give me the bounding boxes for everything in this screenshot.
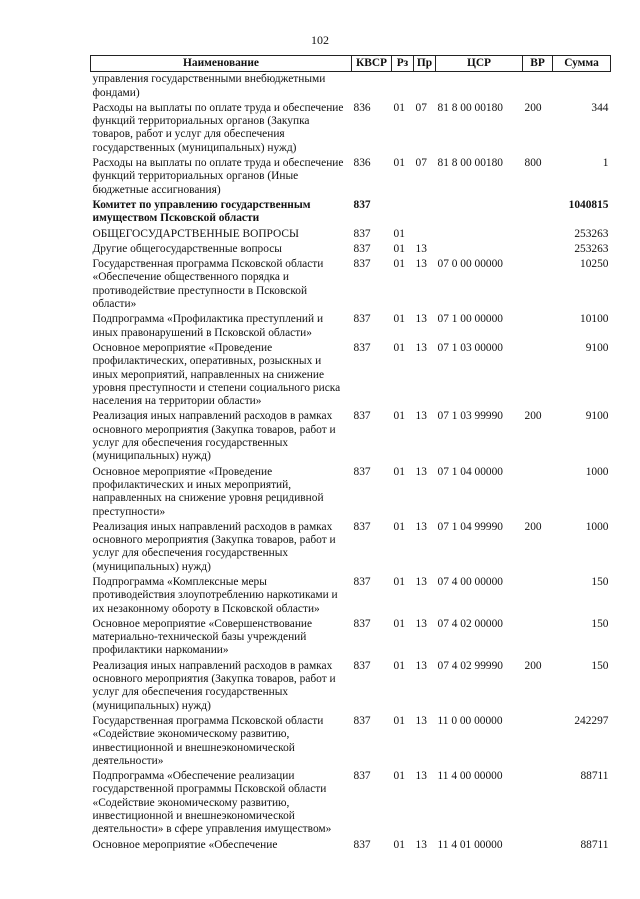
cell-rz: 01 <box>393 410 405 423</box>
cell-rz: 01 <box>393 520 405 533</box>
budget-table <box>90 55 611 853</box>
cell-rz <box>392 72 414 101</box>
cell-kvsr: 837 <box>353 714 371 727</box>
table-row <box>91 659 611 714</box>
cell-vr: 200 <box>524 101 542 114</box>
cell-name: управления государственными внебюджетными фондами) <box>92 73 326 99</box>
cell-vr <box>523 227 553 242</box>
table-row <box>91 520 611 575</box>
cell-name: Основное мероприятие «Совершенствование материально-технической базы учреждений профилактики наркомании» <box>92 617 313 657</box>
page-number: 102 <box>311 33 329 47</box>
cell-kvsr: 837 <box>353 770 371 783</box>
cell-vr: 200 <box>524 520 542 533</box>
cell-csr <box>436 72 523 101</box>
cell-sum: 150 <box>591 575 609 588</box>
header-csr: ЦСР <box>436 56 523 72</box>
cell-name: Подпрограмма «Комплексные меры противодействия злоупотреблению наркотиками и их незаконному обороту в Псковской области» <box>92 575 338 615</box>
cell-kvsr: 837 <box>353 258 371 271</box>
cell-pr: 13 <box>415 575 427 588</box>
cell-name: Государственная программа Псковской области «Содействие экономическому развитию, инвестиционной и внешнеэкономической деятельности» <box>92 714 324 767</box>
cell-csr <box>436 198 523 227</box>
cell-pr: 07 <box>415 157 427 170</box>
cell-sum: 10250 <box>580 258 609 271</box>
cell-kvsr: 837 <box>353 227 371 240</box>
cell-pr: 13 <box>415 770 427 783</box>
cell-name: Другие общегосударственные вопросы <box>92 242 282 255</box>
cell-rz: 01 <box>393 157 405 170</box>
header-name: Наименование <box>91 56 352 72</box>
table-row <box>91 575 611 617</box>
cell-pr: 13 <box>415 258 427 271</box>
cell-pr: 13 <box>415 313 427 326</box>
cell-sum: 253263 <box>574 242 609 255</box>
cell-pr: 13 <box>415 520 427 533</box>
cell-name: Комитет по управлению государственным имуществом Псковской области <box>92 198 311 225</box>
cell-vr <box>523 769 553 837</box>
cell-name: Расходы на выплаты по оплате труда и обеспечение функций территориальных органов (Закупка товаров, работ и услуг для обеспечения государственных (муниципальных) нужд) <box>92 101 344 154</box>
cell-kvsr: 837 <box>353 242 371 255</box>
cell-kvsr: 837 <box>353 575 371 588</box>
cell-sum: 88711 <box>580 770 609 783</box>
table-row <box>91 312 611 341</box>
cell-csr: 07 1 03 99990 <box>437 410 503 423</box>
cell-csr: 07 1 04 00000 <box>437 465 503 478</box>
cell-sum: 1000 <box>585 465 609 478</box>
cell-csr: 81 8 00 00180 <box>437 101 503 114</box>
cell-vr <box>523 72 553 101</box>
cell-name: Реализация иных направлений расходов в рамках основного мероприятия (Закупка товаров, работ и услуг для обеспечения государственных (муниципальных) нужд) <box>92 520 336 573</box>
cell-csr <box>436 227 523 242</box>
cell-kvsr: 837 <box>353 520 371 533</box>
header-kvsr: КВСР <box>352 56 392 72</box>
table-row <box>91 242 611 257</box>
cell-vr <box>523 242 553 257</box>
cell-kvsr: 837 <box>353 198 371 211</box>
cell-vr <box>523 838 553 853</box>
cell-pr <box>414 198 436 227</box>
table-row <box>91 838 611 853</box>
cell-sum: 1000 <box>585 520 609 533</box>
cell-vr <box>523 465 553 520</box>
cell-pr: 07 <box>415 101 427 114</box>
cell-sum: 242297 <box>574 714 609 727</box>
header-row <box>91 56 611 72</box>
cell-pr <box>414 72 436 101</box>
cell-sum: 1 <box>602 157 609 170</box>
cell-vr <box>523 198 553 227</box>
cell-vr: 200 <box>524 659 542 672</box>
cell-rz: 01 <box>393 101 405 114</box>
cell-csr: 11 4 00 00000 <box>437 770 503 783</box>
cell-csr: 11 4 01 00000 <box>437 838 503 851</box>
cell-sum: 88711 <box>580 838 609 851</box>
cell-kvsr: 836 <box>353 157 371 170</box>
cell-csr: 07 1 04 99990 <box>437 520 503 533</box>
cell-rz: 01 <box>393 770 405 783</box>
cell-kvsr: 837 <box>353 341 371 354</box>
cell-vr <box>523 575 553 617</box>
cell-rz: 01 <box>393 465 405 478</box>
cell-sum: 9100 <box>585 341 609 354</box>
table-row <box>91 257 611 312</box>
table-row <box>91 714 611 769</box>
cell-rz: 01 <box>393 258 405 271</box>
cell-rz: 01 <box>393 617 405 630</box>
table-row <box>91 198 611 227</box>
cell-vr <box>523 714 553 769</box>
cell-kvsr: 837 <box>353 838 371 851</box>
cell-pr: 13 <box>415 465 427 478</box>
table-row <box>91 156 611 198</box>
cell-kvsr <box>352 72 392 101</box>
cell-pr: 13 <box>415 242 427 255</box>
header-pr: Пр <box>414 56 436 72</box>
cell-vr <box>523 257 553 312</box>
header-rz: Рз <box>392 56 414 72</box>
table-row <box>91 341 611 409</box>
cell-rz: 01 <box>393 838 405 851</box>
table-header <box>91 56 611 72</box>
cell-rz: 01 <box>393 659 405 672</box>
cell-kvsr: 837 <box>353 313 371 326</box>
cell-csr: 07 4 02 99990 <box>437 659 503 672</box>
cell-vr: 800 <box>524 157 542 170</box>
cell-csr <box>436 242 523 257</box>
cell-pr: 13 <box>415 714 427 727</box>
table-row <box>91 72 611 101</box>
cell-name: Государственная программа Псковской области «Обеспечение общественного порядка и противодействие преступности в Псковской области» <box>92 258 324 311</box>
cell-csr: 81 8 00 00180 <box>437 157 503 170</box>
cell-name: Основное мероприятие «Проведение профилактических и иных мероприятий, направленных на снижение уровня рецидивной преступности» <box>92 465 324 518</box>
cell-name: ОБЩЕГОСУДАРСТВЕННЫЕ ВОПРОСЫ <box>92 227 299 240</box>
cell-vr: 200 <box>524 410 542 423</box>
cell-csr: 11 0 00 00000 <box>437 714 503 727</box>
cell-rz: 01 <box>393 575 405 588</box>
cell-sum: 253263 <box>574 227 609 240</box>
cell-pr: 13 <box>415 341 427 354</box>
cell-rz <box>392 198 414 227</box>
cell-vr <box>523 617 553 659</box>
cell-sum: 10100 <box>580 313 609 326</box>
cell-kvsr: 837 <box>353 659 371 672</box>
cell-name: Реализация иных направлений расходов в рамках основного мероприятия (Закупка товаров, работ и услуг для обеспечения государственных (муниципальных) нужд) <box>92 410 336 463</box>
table-row <box>91 409 611 464</box>
cell-rz: 01 <box>393 341 405 354</box>
table-row <box>91 101 611 156</box>
cell-pr: 13 <box>415 410 427 423</box>
cell-sum: 9100 <box>585 410 609 423</box>
cell-name: Подпрограмма «Профилактика преступлений и иных правонарушений в Псковской области» <box>92 313 324 339</box>
cell-name: Подпрограмма «Обеспечение реализации государственной программы Псковской области «Содействие экономическому развитию, инвестиционной и внешнеэкономической деятельности» в сфере управления имуществом» <box>92 770 332 836</box>
cell-kvsr: 836 <box>353 101 371 114</box>
cell-rz: 01 <box>393 313 405 326</box>
cell-name: Основное мероприятие «Обеспечение <box>92 838 278 851</box>
cell-name: Реализация иных направлений расходов в рамках основного мероприятия (Закупка товаров, работ и услуг для обеспечения государственных (муниципальных) нужд) <box>92 659 336 712</box>
cell-csr: 07 1 00 00000 <box>437 313 503 326</box>
table-body <box>91 72 611 853</box>
cell-kvsr: 837 <box>353 465 371 478</box>
cell-name: Расходы на выплаты по оплате труда и обеспечение функций территориальных органов (Иные бюджетные ассигнования) <box>92 157 344 196</box>
cell-sum <box>553 72 611 101</box>
cell-csr: 07 0 00 00000 <box>437 258 503 271</box>
cell-csr: 07 4 00 00000 <box>437 575 503 588</box>
cell-name: Основное мероприятие «Проведение профилактических, оперативных, розыскных и иных мероприятий, направленных на снижение уровня преступности и степени социального риска населения на территории области» <box>92 341 341 408</box>
table-row <box>91 617 611 659</box>
cell-csr: 07 1 03 00000 <box>437 341 503 354</box>
cell-pr <box>414 227 436 242</box>
cell-sum: 150 <box>591 617 609 630</box>
cell-vr <box>523 312 553 341</box>
table-row <box>91 769 611 837</box>
cell-sum: 150 <box>591 659 609 672</box>
cell-vr <box>523 341 553 409</box>
cell-pr: 13 <box>415 659 427 672</box>
cell-rz: 01 <box>393 227 405 240</box>
cell-rz: 01 <box>393 714 405 727</box>
header-sum: Сумма <box>553 56 611 72</box>
cell-kvsr: 837 <box>353 410 371 423</box>
cell-kvsr: 837 <box>353 617 371 630</box>
table-row <box>91 227 611 242</box>
cell-csr: 07 4 02 00000 <box>437 617 503 630</box>
cell-pr: 13 <box>415 617 427 630</box>
table-row <box>91 465 611 520</box>
header-vr: ВР <box>523 56 553 72</box>
cell-rz: 01 <box>393 242 405 255</box>
cell-sum: 1040815 <box>568 198 609 211</box>
cell-sum: 344 <box>591 101 609 114</box>
cell-pr: 13 <box>415 838 427 851</box>
